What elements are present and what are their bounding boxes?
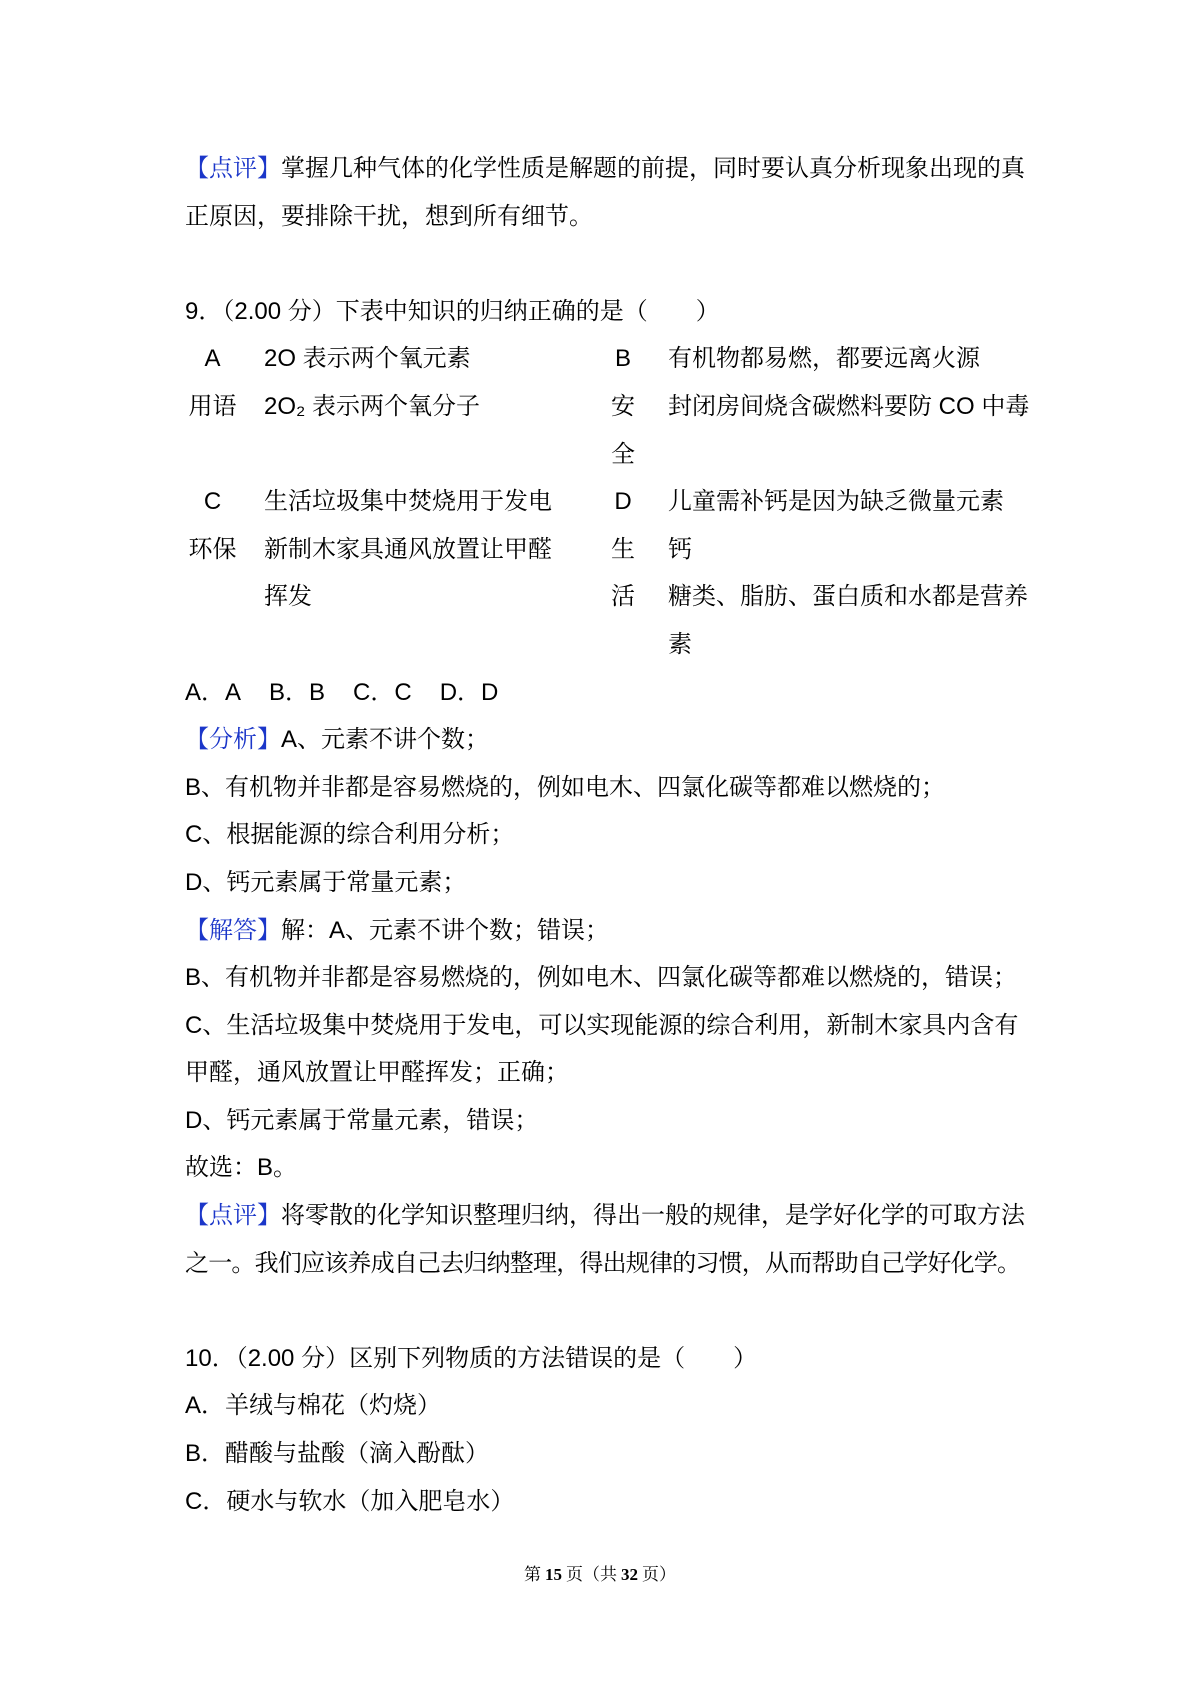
review-line bbox=[185, 1192, 1025, 1240]
cell-letter: D bbox=[614, 488, 632, 516]
analysis-line: D、钙元素属于常量元素； bbox=[185, 868, 467, 896]
review-section bbox=[185, 1192, 1025, 1287]
cell-category: 生活 bbox=[611, 535, 635, 611]
analysis-section bbox=[185, 716, 1025, 906]
solution-line bbox=[185, 907, 1025, 955]
cell-line: 有机物都易燃，都要远离火源 bbox=[668, 345, 980, 373]
cell-letter: B bbox=[614, 345, 631, 373]
page-number: 15 bbox=[545, 1565, 562, 1584]
footer-middle: 页（共 bbox=[566, 1565, 617, 1584]
table-cell-head bbox=[185, 335, 264, 478]
analysis-text: A、元素不讲个数； bbox=[281, 726, 490, 754]
option-b: B．醋酸与盐酸（滴入酚酞） bbox=[185, 1440, 490, 1468]
cell-category: 环保 bbox=[188, 535, 237, 563]
cell-line: 封闭房间烧含碳燃料要防 CO 中毒 bbox=[668, 392, 1030, 420]
question-10-stem: 10．（2.00 分）区别下列物质的方法错误的是（ ） bbox=[185, 1344, 758, 1372]
solution-line: 甲醛，通风放置让甲醛挥发；正确； bbox=[185, 1059, 569, 1087]
table-cell-body bbox=[668, 478, 1028, 668]
analysis-label: 【分析】 bbox=[185, 726, 281, 754]
table-row bbox=[185, 335, 1030, 478]
review-line: 正原因，要排除干扰，想到所有细节。 bbox=[185, 202, 593, 230]
review-label: 【点评】 bbox=[185, 155, 281, 182]
question-10 bbox=[185, 1335, 1025, 1525]
solution-text: 解：A、元素不讲个数；错误； bbox=[281, 916, 610, 944]
page-footer bbox=[0, 1563, 1200, 1587]
knowledge-table bbox=[185, 335, 1030, 668]
previous-review bbox=[185, 145, 1025, 240]
table-cell-body bbox=[264, 335, 605, 478]
analysis-line bbox=[185, 716, 1025, 764]
option-c: C．C bbox=[353, 678, 412, 706]
analysis-line: C、根据能源的综合利用分析； bbox=[185, 821, 515, 849]
review-line bbox=[185, 145, 1025, 193]
cell-category: 用语 bbox=[188, 392, 237, 420]
table-cell-head bbox=[605, 335, 668, 478]
option-a: A．A bbox=[185, 678, 242, 706]
analysis-line: B、有机物并非都是容易燃烧的，例如电木、四氯化碳等都难以燃烧的； bbox=[185, 773, 946, 801]
cell-line: 2O 表示两个氧元素 bbox=[264, 345, 471, 373]
question-9 bbox=[185, 288, 1030, 1287]
footer-prefix: 第 bbox=[524, 1565, 541, 1584]
solution-line: D、钙元素属于常量元素，错误； bbox=[185, 1106, 539, 1134]
cell-letter: A bbox=[204, 345, 221, 373]
table-cell-body bbox=[668, 335, 1030, 478]
cell-line: 2O₂ 表示两个氧分子 bbox=[264, 392, 480, 420]
option-c: C．硬水与软水（加入肥皂水） bbox=[185, 1487, 515, 1515]
option-a: A．羊绒与棉花（灼烧） bbox=[185, 1392, 442, 1420]
option-b: B．B bbox=[269, 678, 326, 706]
review-label: 【点评】 bbox=[185, 1202, 281, 1230]
review-line: 之一。我们应该养成自己去归纳整理，得出规律的习惯，从而帮助自己学好化学。 bbox=[185, 1249, 1021, 1277]
page-total: 32 bbox=[621, 1565, 638, 1584]
solution-line: C、生活垃圾集中焚烧用于发电，可以实现能源的综合利用，新制木家具内含有 bbox=[185, 1011, 1019, 1039]
cell-line: 新制木家具通风放置让甲醛 bbox=[264, 535, 552, 563]
solution-section bbox=[185, 907, 1025, 1193]
cell-line: 素 bbox=[668, 630, 692, 658]
option-d: D．D bbox=[439, 678, 499, 706]
table-cell-body bbox=[264, 478, 605, 668]
page-content bbox=[185, 145, 1030, 1525]
cell-category: 安全 bbox=[611, 392, 635, 468]
review-text: 掌握几种气体的化学性质是解题的前提，同时要认真分析现象出现的真 bbox=[281, 155, 1025, 182]
footer-suffix: 页） bbox=[642, 1565, 676, 1584]
cell-line: 糖类、脂肪、蛋白质和水都是营养 bbox=[668, 583, 1028, 611]
question-9-stem: 9．（2.00 分）下表中知识的归纳正确的是（ ） bbox=[185, 297, 720, 325]
table-cell-head bbox=[605, 478, 668, 668]
table-cell-head bbox=[185, 478, 264, 668]
solution-answer: 故选：B。 bbox=[185, 1154, 298, 1182]
cell-line: 挥发 bbox=[264, 583, 312, 611]
cell-line: 儿童需补钙是因为缺乏微量元素 bbox=[668, 488, 1004, 516]
table-row bbox=[185, 478, 1028, 668]
cell-letter: C bbox=[203, 488, 222, 516]
solution-line: B、有机物并非都是容易燃烧的，例如电木、四氯化碳等都难以燃烧的，错误； bbox=[185, 964, 1018, 992]
cell-line: 钙 bbox=[668, 535, 692, 563]
cell-line: 生活垃圾集中焚烧用于发电 bbox=[264, 488, 552, 516]
answer-options bbox=[185, 669, 1025, 717]
review-text: 将零散的化学知识整理归纳，得出一般的规律，是学好化学的可取方法 bbox=[281, 1202, 1025, 1230]
solution-label: 【解答】 bbox=[185, 916, 281, 944]
